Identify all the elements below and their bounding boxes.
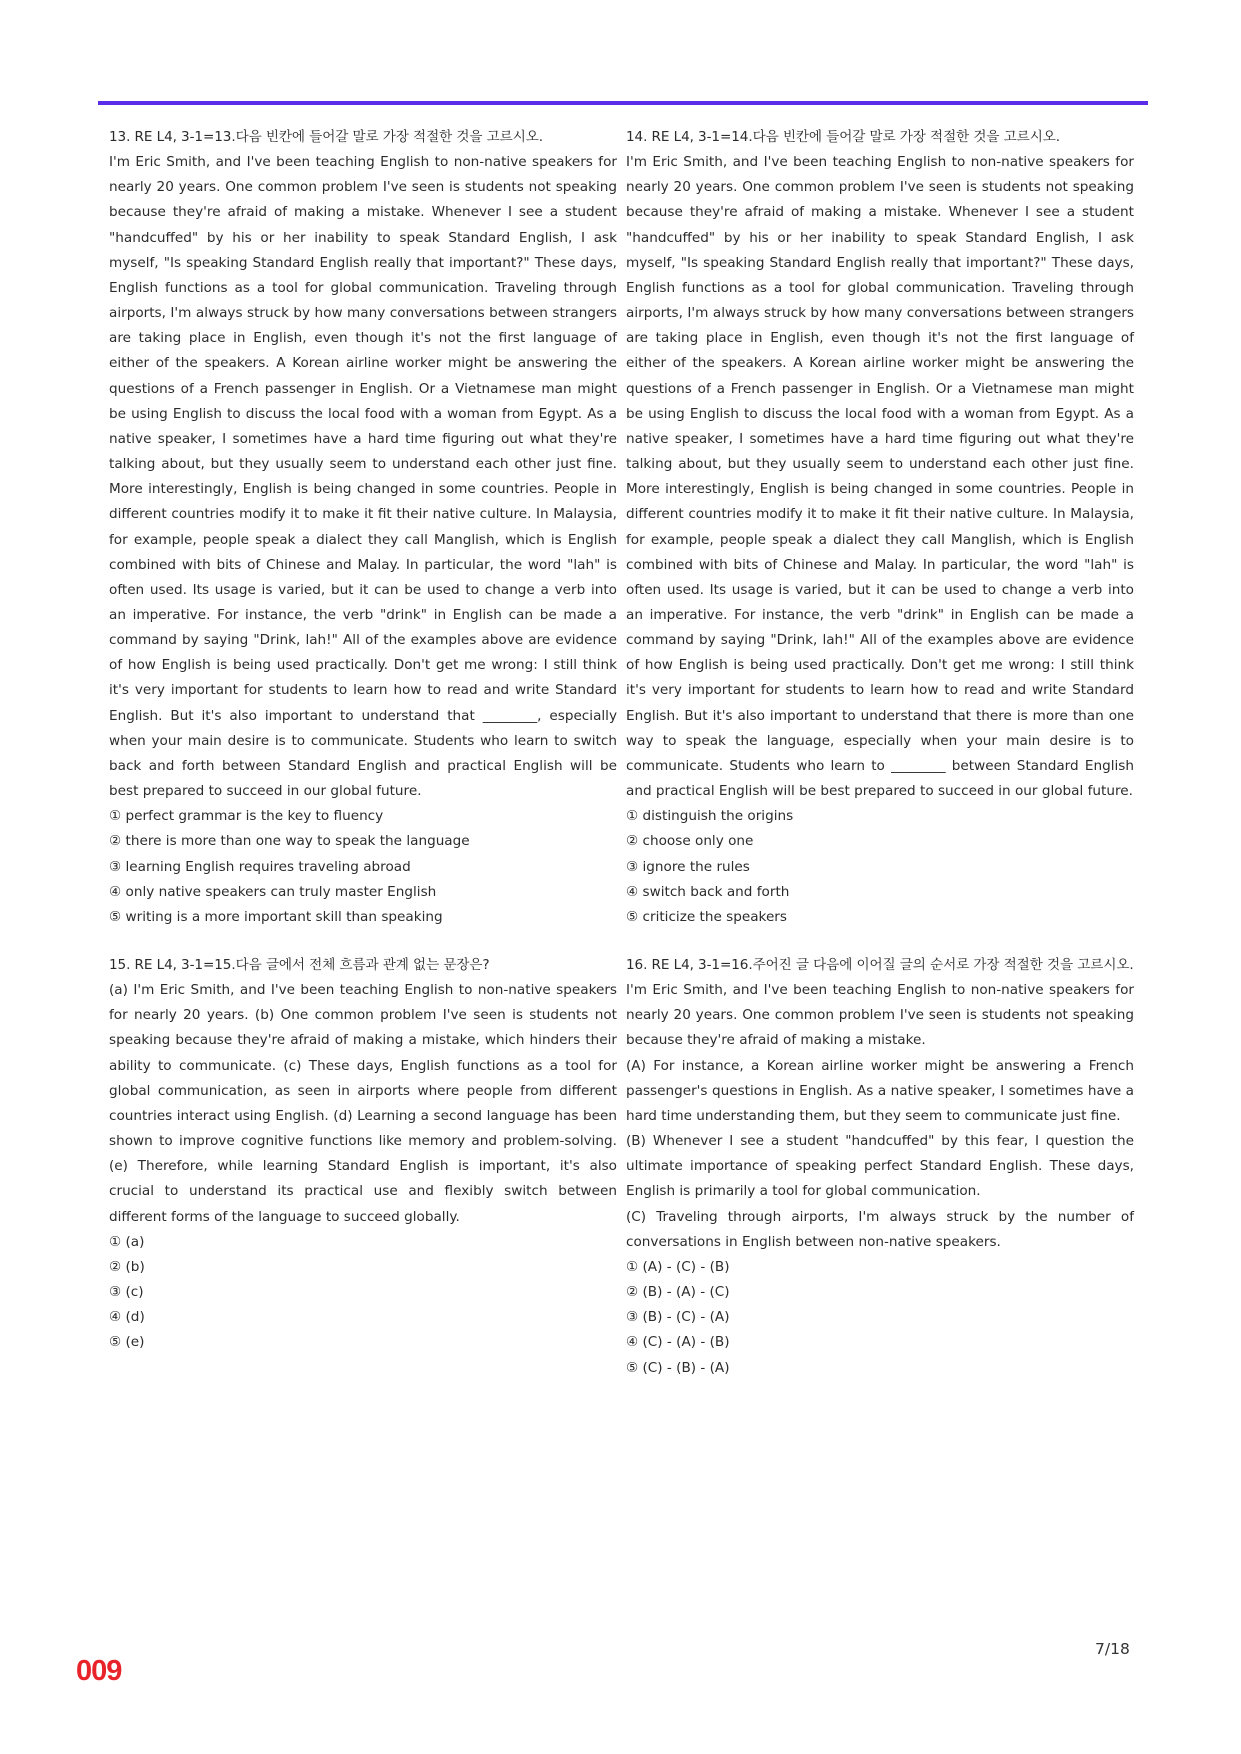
option-1[interactable]: ① (a) bbox=[109, 1233, 145, 1250]
header-rule bbox=[98, 101, 1148, 105]
option-2[interactable]: ② (b) bbox=[109, 1258, 145, 1275]
option-5[interactable]: ⑤ criticize the speakers bbox=[626, 908, 787, 925]
question-13-title: 13. RE L4, 3-1=13.다음 빈칸에 들어갈 말로 가장 적절한 것을 고르시오. bbox=[109, 129, 544, 145]
question-15-passage: (a) I'm Eric Smith, and I've been teaching English to non-native speakers for nearly 20 years. (b) One common problem I've seen is students not speaking because they're afraid of making a mistake, which hinders their ability to communicate. (c) These days, English functions as a tool for global communication, as seen in airports where people from different countries interact using English. (d) Learning a second language has been shown to improve cognitive functions like memory and problem-solving. (e) Therefore, while learning Standard English is important, it's also crucial to understand its practical use and flexibly switch between different forms of the language to succeed globally. bbox=[109, 982, 617, 1225]
option-2[interactable]: ② choose only one bbox=[626, 833, 754, 850]
option-1[interactable]: ① perfect grammar is the key to fluency bbox=[109, 808, 384, 825]
question-13 bbox=[109, 125, 617, 930]
question-16-options bbox=[626, 1255, 1134, 1381]
paragraph-b: (B) Whenever I see a student "handcuffed" by this fear, I question the ultimate importance of speaking perfect Standard English. These days, English is primarily a tool for global communication. bbox=[626, 1133, 1134, 1200]
page-number: 7/18 bbox=[1095, 1640, 1130, 1658]
question-13-passage: I'm Eric Smith, and I've been teaching English to non-native speakers for nearly 20 years. One common problem I've seen is students not speaking because they're afraid of making a mistake. Whenever I see a student "handcuffed" by his or her inability to speak Standard English, I ask myself, "Is speaking Standard English really that important?" These days, English functions as a tool for global communication. Traveling through airports, I'm always struck by how many conversations between strangers are taking place in English, even though it's not the first language of either of the speakers. A Korean airline worker might be answering the questions of a French passenger in English. Or a Vietnamese man might be using English to discuss the local food with a woman from Egypt. As a native speaker, I sometimes have a hard time figuring out what they're talking about, but they usually seem to understand each other just fine. More interestingly, English is being changed in some countries. People in different countries modify it to make it fit their native culture. In Malaysia, for example, people speak a dialect they call Manglish, which is English combined with bits of Chinese and Malay. In particular, the word "lah" is often used. Its usage is varied, but it can be used to change a verb into an imperative. For instance, the verb "drink" in English can be made a command by saying "Drink, lah!" All of the examples above are evidence of how English is being used practically. Don't get me wrong: I still think it's very important for students to learn how to read and write Standard English. But it's also important to understand that ________, especially when your main desire is to communicate. Students who learn to switch back and forth between Standard English and practical English will be best prepared to succeed in our global future. bbox=[109, 154, 617, 800]
option-1[interactable]: ① distinguish the origins bbox=[626, 808, 794, 825]
option-1[interactable]: ① (A) - (C) - (B) bbox=[626, 1258, 730, 1275]
option-5[interactable]: ⑤ (e) bbox=[109, 1334, 145, 1351]
option-4[interactable]: ④ switch back and forth bbox=[626, 883, 790, 900]
question-16 bbox=[626, 953, 1134, 1381]
option-3[interactable]: ③ (c) bbox=[109, 1284, 144, 1301]
question-13-options bbox=[109, 804, 617, 930]
question-16-title: 16. RE L4, 3-1=16.주어진 글 다음에 이어질 글의 순서로 가장 적절한 것을 고르시오. bbox=[626, 957, 1134, 973]
option-2[interactable]: ② (B) - (A) - (C) bbox=[626, 1284, 730, 1301]
option-3[interactable]: ③ (B) - (C) - (A) bbox=[626, 1309, 730, 1326]
question-14 bbox=[626, 125, 1134, 930]
option-5[interactable]: ⑤ (C) - (B) - (A) bbox=[626, 1359, 730, 1376]
option-4[interactable]: ④ only native speakers can truly master English bbox=[109, 883, 437, 900]
question-15 bbox=[109, 953, 617, 1356]
question-14-title: 14. RE L4, 3-1=14.다음 빈칸에 들어갈 말로 가장 적절한 것을 고르시오. bbox=[626, 129, 1061, 145]
question-15-title: 15. RE L4, 3-1=15.다음 글에서 전체 흐름과 관계 없는 문장은? bbox=[109, 957, 490, 973]
option-4[interactable]: ④ (C) - (A) - (B) bbox=[626, 1334, 730, 1351]
footer-code: 009 bbox=[76, 1655, 122, 1687]
question-14-passage: I'm Eric Smith, and I've been teaching English to non-native speakers for nearly 20 years. One common problem I've seen is students not speaking because they're afraid of making a mistake. Whenever I see a student "handcuffed" by his or her inability to speak Standard English, I ask myself, "Is speaking Standard English really that important?" These days, English functions as a tool for global communication. Traveling through airports, I'm always struck by how many conversations between strangers are taking place in English, even though it's not the first language of either of the speakers. A Korean airline worker might be answering the questions of a French passenger in English. Or a Vietnamese man might be using English to discuss the local food with a woman from Egypt. As a native speaker, I sometimes have a hard time figuring out what they're talking about, but they usually seem to understand each other just fine. More interestingly, English is being changed in some countries. People in different countries modify it to make it fit their native culture. In Malaysia, for example, people speak a dialect they call Manglish, which is English combined with bits of Chinese and Malay. In particular, the word "lah" is often used. Its usage is varied, but it can be used to change a verb into an imperative. For instance, the verb "drink" in English can be made a command by saying "Drink, lah!" All of the examples above are evidence of how English is being used practically. Don't get me wrong: I still think it's very important for students to learn how to read and write Standard English. But it's also important to understand that there is more than one way to speak the language, especially when your main desire is to communicate. Students who learn to ________ between Standard English and practical English will be best prepared to succeed in our global future. bbox=[626, 154, 1134, 800]
question-15-options bbox=[109, 1230, 617, 1356]
option-3[interactable]: ③ learning English requires traveling abroad bbox=[109, 858, 411, 875]
paragraph-c: (C) Traveling through airports, I'm always struck by the number of conversations in English between non-native speakers. bbox=[626, 1208, 1134, 1250]
option-5[interactable]: ⑤ writing is a more important skill than speaking bbox=[109, 908, 443, 925]
option-3[interactable]: ③ ignore the rules bbox=[626, 858, 750, 875]
question-16-intro: I'm Eric Smith, and I've been teaching English to non-native speakers for nearly 20 years. One common problem I've seen is students not speaking because they're afraid of making a mistake. bbox=[626, 982, 1134, 1049]
option-4[interactable]: ④ (d) bbox=[109, 1309, 145, 1326]
option-2[interactable]: ② there is more than one way to speak the language bbox=[109, 833, 470, 850]
paragraph-a: (A) For instance, a Korean airline worker might be answering a French passenger's questions in English. As a native speaker, I sometimes have a hard time understanding them, but they seem to communicate just fine. bbox=[626, 1057, 1134, 1124]
question-14-options bbox=[626, 804, 1134, 930]
